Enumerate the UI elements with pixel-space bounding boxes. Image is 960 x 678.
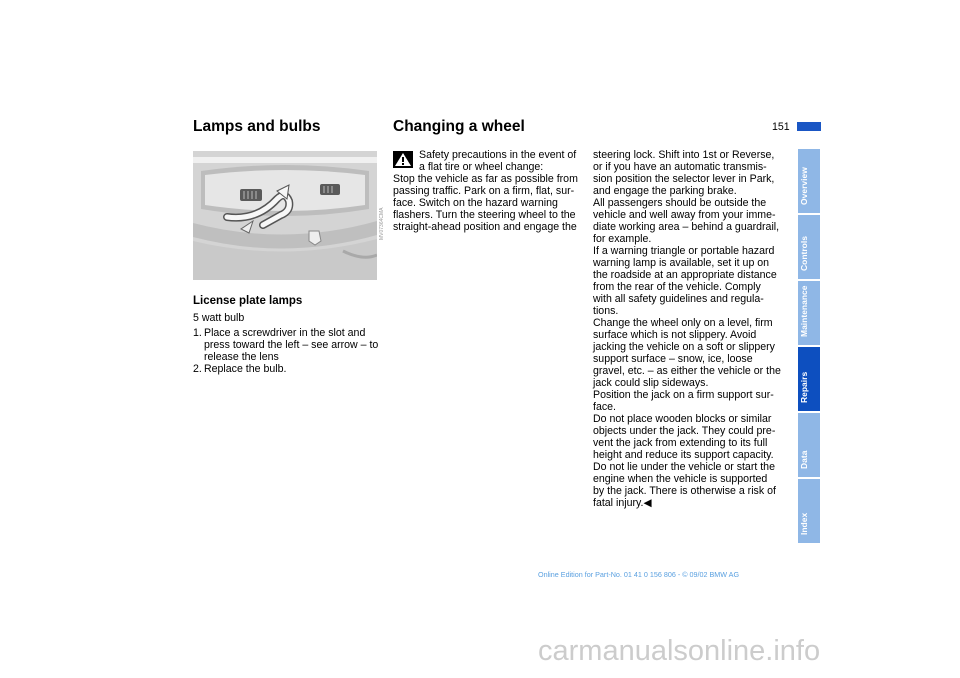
license-plate-instructions	[193, 312, 383, 375]
step-line: Place a screwdriver in the slot and	[204, 327, 366, 339]
text-line: sion position the selector lever in Park,	[593, 173, 775, 185]
safety-warning-intro	[419, 149, 576, 173]
text-line: jacking the vehicle on a soft or slippery	[593, 341, 775, 353]
text-line: Do not lie under the vehicle or start the	[593, 461, 775, 473]
text-line: passing traffic. Park on a firm, flat, sur-	[393, 185, 575, 197]
text-line: vehicle and well away from your imme-	[593, 209, 776, 221]
section-title-lamps: Lamps and bulbs	[193, 118, 321, 135]
text-line: vent the jack from extending to its full	[593, 437, 768, 449]
text-line: flashers. Turn the steering wheel to the	[393, 209, 576, 221]
text-line: jack could slip sideways.	[593, 377, 709, 389]
text-line: face. Switch on the hazard warning	[393, 197, 558, 209]
step-line: Replace the bulb.	[204, 363, 287, 375]
tab-overview[interactable]	[798, 149, 820, 213]
tab-maintenance[interactable]	[798, 281, 820, 345]
text-line: Position the jack on a firm support sur-	[593, 389, 774, 401]
text-line: Do not place wooden blocks or similar	[593, 413, 772, 425]
tab-label: Maintenance	[799, 285, 809, 337]
text-line: warning lamp is available, set it up on	[593, 257, 770, 269]
tab-label: Data	[799, 450, 809, 469]
text-line: steering lock. Shift into 1st or Reverse,	[593, 149, 775, 161]
license-plate-lamp-illustration	[193, 151, 377, 280]
tab-label: Controls	[799, 236, 809, 271]
image-code: MV07364CMA	[379, 207, 385, 240]
tab-repairs[interactable]	[798, 347, 820, 411]
text-line: engine when the vehicle is supported	[593, 473, 768, 485]
warning-line: Safety precautions in the event of	[419, 149, 577, 161]
text-line: If a warning triangle or portable hazard	[593, 245, 775, 257]
subsection-title-license-plate: License plate lamps	[193, 295, 303, 307]
step-1	[193, 327, 383, 363]
text-line: Change the wheel only on a level, firm	[593, 317, 773, 329]
text-line: from the rear of the vehicle. Comply	[593, 281, 761, 293]
tab-data[interactable]	[798, 413, 820, 477]
changing-wheel-text	[393, 173, 578, 233]
page-number: 151	[772, 121, 790, 133]
text-line: height and reduce its support capacity.	[593, 449, 774, 461]
section-title-changing-wheel: Changing a wheel	[393, 118, 525, 135]
tab-index[interactable]	[798, 479, 820, 543]
text-line: Stop the vehicle as far as possible from	[393, 173, 578, 185]
text-line: by the jack. There is otherwise a risk of	[593, 485, 776, 497]
bulb-spec: 5 watt bulb	[193, 312, 245, 324]
page-marker-bar	[797, 122, 821, 131]
tab-label: Repairs	[799, 371, 809, 403]
text-line: with all safety guidelines and regula-	[593, 293, 764, 305]
tab-controls[interactable]	[798, 215, 820, 279]
text-line: tions.	[593, 305, 619, 317]
step-number: 2.	[193, 363, 202, 375]
text-line: the roadside at an appropriate distance	[593, 269, 777, 281]
text-line: for example.	[593, 233, 652, 245]
text-line: support surface – snow, ice, loose	[593, 353, 753, 365]
text-line: or if you have an automatic transmis-	[593, 161, 767, 173]
text-line: gravel, etc. – as either the vehicle or the	[593, 365, 781, 377]
step-line: press toward the left – see arrow – to	[204, 339, 379, 351]
step-number: 1.	[193, 327, 202, 339]
text-line: All passengers should be outside the	[593, 197, 767, 209]
footer-edition: Online Edition for Part-No. 01 41 0 156 806 - © 09/02 BMW AG	[538, 570, 740, 579]
step-line: release the lens	[204, 351, 279, 363]
text-line: fatal injury.◀	[593, 497, 652, 509]
text-line: straight-ahead position and engage the	[393, 221, 577, 233]
text-line: objects under the jack. They could pre-	[593, 425, 776, 437]
changing-wheel-text-continued	[593, 149, 781, 509]
warning-icon	[393, 151, 413, 168]
tab-label: Index	[799, 512, 809, 535]
text-line: diate working area – behind a guardrail,	[593, 221, 780, 233]
text-line: surface which is not slippery. Avoid	[593, 329, 757, 341]
watermark: carmanualsonline.info	[538, 635, 821, 667]
text-line: and engage the parking brake.	[593, 185, 737, 197]
warning-line: a flat tire or wheel change:	[419, 161, 544, 173]
chapter-tabs	[798, 149, 820, 545]
text-line: face.	[593, 401, 616, 413]
tab-label: Overview	[799, 167, 809, 205]
step-2	[193, 363, 383, 375]
